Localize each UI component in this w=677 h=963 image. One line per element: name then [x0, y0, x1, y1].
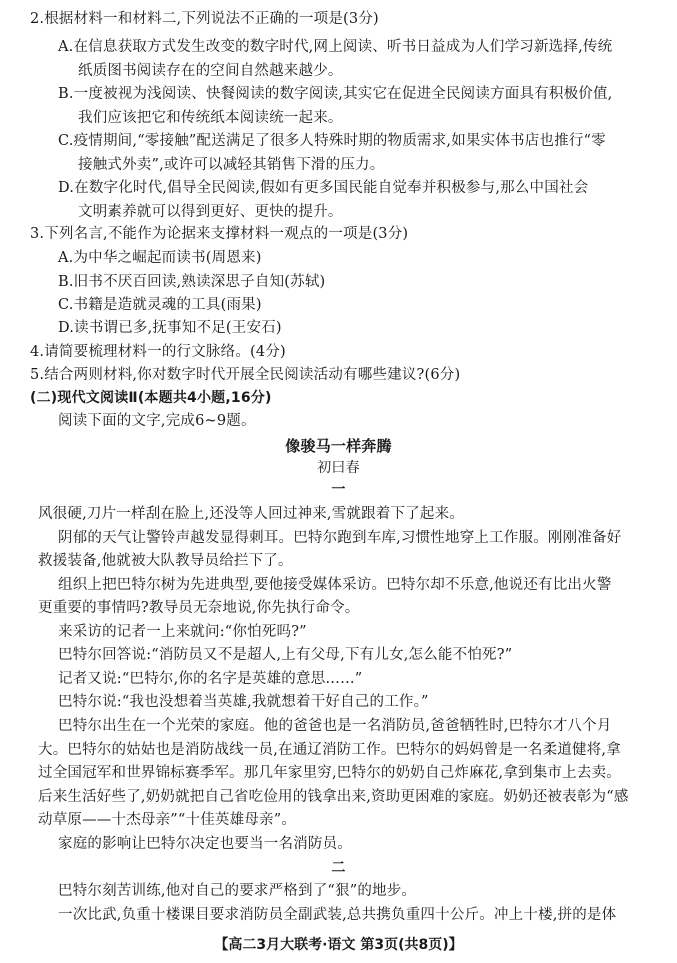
q2-option-d-line1: D.在数字化时代,倡导全民阅读,假如有更多国民能自觉奉并积极参与,那么中国社会 — [58, 180, 589, 196]
article-author: 初曰春 — [317, 460, 360, 476]
q3-option-d: D.读书谓已多,抚事知不足(王安石) — [58, 320, 282, 336]
article-paragraph: 更重要的事情吗?教导员无奈地说,你先执行命令。 — [38, 600, 360, 616]
article-paragraph: 救援装备,他就被大队教导员给拦下了。 — [38, 553, 293, 569]
question-4: 4.请简要梳理材料一的行文脉络。(4分) — [30, 344, 286, 360]
article-paragraph: 巴特尔出生在一个光荣的家庭。他的爸爸也是一名消防员,爸爸牺牲时,巴特尔才八个月 — [58, 718, 612, 734]
article-paragraph: 巴特尔刻苦训练,他对自己的要求严格到了“狠”的地步。 — [58, 883, 417, 899]
article-paragraph: 组织上把巴特尔树为先进典型,要他接受媒体采访。巴特尔却不乐意,他说还有比出火警 — [58, 577, 612, 593]
q2-option-b-line1: B.一度被视为浅阅读、快餐阅读的数字阅读,其实它在促进全民阅读方面具有积极价值, — [58, 86, 613, 102]
article-paragraph: 巴特尔说:“我也没想着当英雄,我就想着干好自己的工作。” — [58, 694, 429, 710]
question-2-stem: 2.根据材料一和材料二,下列说法不正确的一项是(3分) — [30, 11, 379, 27]
page-footer: 【高二3月大联考·语文 第3页(共8页)】 — [214, 937, 463, 953]
article-part-2-number: 二 — [331, 860, 346, 876]
article-title: 像骏马一样奔腾 — [285, 437, 392, 455]
article-paragraph: 来采访的记者一上来就问:“你怕死吗?” — [58, 624, 307, 640]
q2-option-c-line2: 接触式外卖”,或许可以减轻其销售下滑的压力。 — [78, 157, 385, 173]
article-paragraph: 家庭的影响让巴特尔决定也要当一名消防员。 — [58, 836, 352, 852]
q2-option-a-line1: A.在信息获取方式发生改变的数字时代,网上阅读、听书日益成为人们学习新选择,传统 — [58, 39, 613, 55]
q3-option-c: C.书籍是造就灵魂的工具(雨果) — [58, 297, 262, 313]
q2-option-c-line1: C.疫情期间,“零接触”配送满足了很多人特殊时期的物质需求,如果实体书店也推行“零 — [58, 133, 606, 149]
article-part-1-number: 一 — [331, 482, 346, 498]
q2-option-b-line2: 我们应该把它和传统纸本阅读统一起来。 — [78, 110, 343, 126]
article-paragraph: 过全国冠军和世界锦标赛季军。那几年家里穷,巴特尔的奶奶自己炸麻花,拿到集市上去卖。 — [38, 765, 621, 781]
q3-option-b: B.旧书不厌百回读,熟读深思子自知(苏轼) — [58, 274, 326, 290]
article-paragraph: 阴郁的天气让警铃声越发显得刺耳。巴特尔跑到车库,习惯性地穿上工作服。刚刚准备好 — [58, 530, 622, 546]
article-paragraph: 一次比武,负重十楼课目要求消防员全副武装,总共携负重四十公斤。冲上十楼,拼的是体 — [58, 907, 617, 923]
section-heading: (二)现代文阅读Ⅱ(本题共4小题,16分) — [30, 390, 272, 406]
question-5: 5.结合两则材料,你对数字时代开展全民阅读活动有哪些建议?(6分) — [30, 367, 461, 383]
article-paragraph: 动草原——十杰母亲”“十佳英雄母亲”。 — [38, 812, 297, 828]
reading-instruction: 阅读下面的文字,完成6~9题。 — [58, 413, 256, 429]
q2-option-a-line2: 纸质图书阅读存在的空间自然越来越少。 — [78, 63, 343, 79]
article-paragraph: 大。巴特尔的姑姑也是消防战线一员,在通辽消防工作。巴特尔的妈妈曾是一名柔道健将,拿 — [38, 742, 621, 758]
article-paragraph: 后来生活好些了,奶奶就把自己省吃俭用的钱拿出来,资助更困难的家庭。奶奶还被表彰为“感 — [38, 789, 629, 805]
q3-option-a: A.为中华之崛起而读书(周恩来) — [58, 250, 262, 266]
article-paragraph: 记者又说:“巴特尔,你的名字是英雄的意思……” — [58, 671, 363, 687]
article-paragraph: 风很硬,刀片一样刮在脸上,还没等人回过神来,雪就跟着下了起来。 — [38, 506, 465, 522]
article-paragraph: 巴特尔回答说:“消防员又不是超人,上有父母,下有儿女,怎么能不怕死?” — [58, 647, 513, 663]
q2-option-d-line2: 文明素养就可以得到更好、更快的提升。 — [78, 204, 343, 220]
question-3-stem: 3.下列名言,不能作为论据来支撑材料一观点的一项是(3分) — [30, 226, 409, 242]
